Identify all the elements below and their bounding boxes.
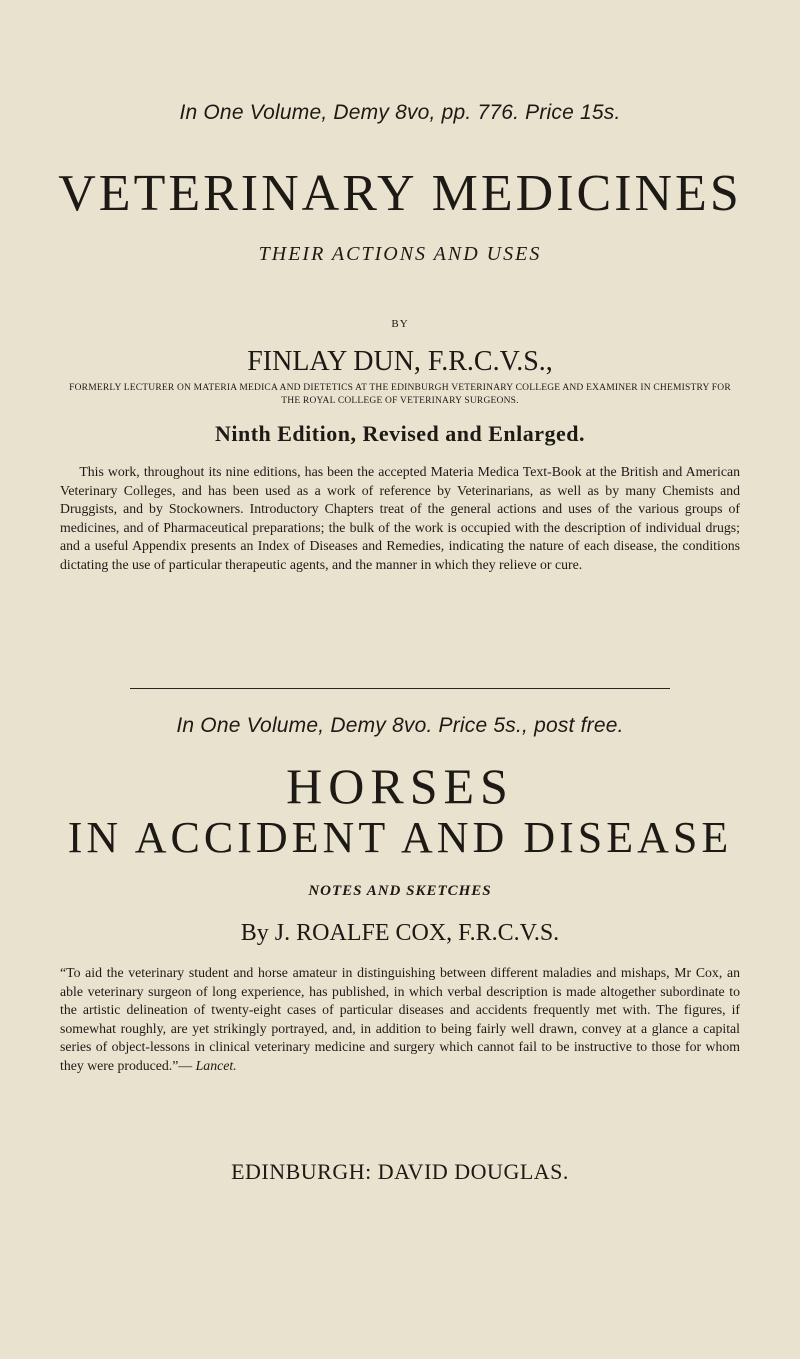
review-quote-text: “To aid the veterinary student and horse amateur in distinguishing between different maladies and mishaps, Mr Cox, an able veterinary surgeon of long experience, has published, in which verbal description is made altogether subordinate to the artistic delineation of twenty-eight cases of particular diseases and accidents frequently met with. The figures, if somewhat roughly, are yet strikingly portrayed, and, in addition to being fairly well drawn, convey at a glance a capital series of object-lessons in clinical veterinary medicine and surgery which cannot fail to be instructive to those for whom they were produced.”— xyxy=(60,965,740,1073)
veterinary-medicines-title: VETERINARY MEDICINES xyxy=(58,165,742,222)
section-divider xyxy=(130,688,670,689)
by-label: BY xyxy=(391,318,409,330)
horses-title: HORSES xyxy=(286,758,514,814)
second-volume-line: In One Volume, Demy 8vo. Price 5s., post free. xyxy=(176,714,624,737)
author-credentials: FORMERLY LECTURER ON MATERIA MEDICA AND DIETETICS AT THE EDINBURGH VETERINARY COLLEGE AND EXAMINER IN CHEMISTRY FOR THE ROYAL COLLEGE OF VETERINARY SURGEONS. xyxy=(69,383,731,406)
veterinary-medicines-description: This work, throughout its nine editions, has been the accepted Materia Medica Text-Book at the British and American Veterinary Colleges, and has been used as a work of reference by Veterinarians, as well as by many Chemists and Druggists, and by Stockowners. Introductory Chapters treat of the general actions and uses of the various groups of medicines, and of Pharmaceutical preparations; the bulk of the work is occupied with the description of individual drugs; and a useful Appendix presents an Index of Diseases and Remedies, indicating the nature of each disease, the conditions dictating the use of particular therapeutic agents, and the manner in which they relieve or cure. xyxy=(60,464,740,572)
first-volume-line: In One Volume, Demy 8vo, pp. 776. Price 15s. xyxy=(179,101,621,124)
veterinary-medicines-subtitle: THEIR ACTIONS AND USES xyxy=(258,243,542,265)
review-quote xyxy=(60,964,740,1075)
notes-sketches-subtitle: NOTES AND SKETCHES xyxy=(308,883,492,899)
second-author: By J. ROALFE COX, F.R.C.V.S. xyxy=(240,920,560,946)
review-source: Lancet. xyxy=(195,1057,237,1073)
accident-disease-title: IN ACCIDENT AND DISEASE xyxy=(67,813,733,862)
edition-line: Ninth Edition, Revised and Enlarged. xyxy=(214,421,586,446)
first-author: FINLAY DUN, F.R.C.V.S., xyxy=(247,346,553,377)
publisher-line: EDINBURGH: DAVID DOUGLAS. xyxy=(231,1159,569,1184)
